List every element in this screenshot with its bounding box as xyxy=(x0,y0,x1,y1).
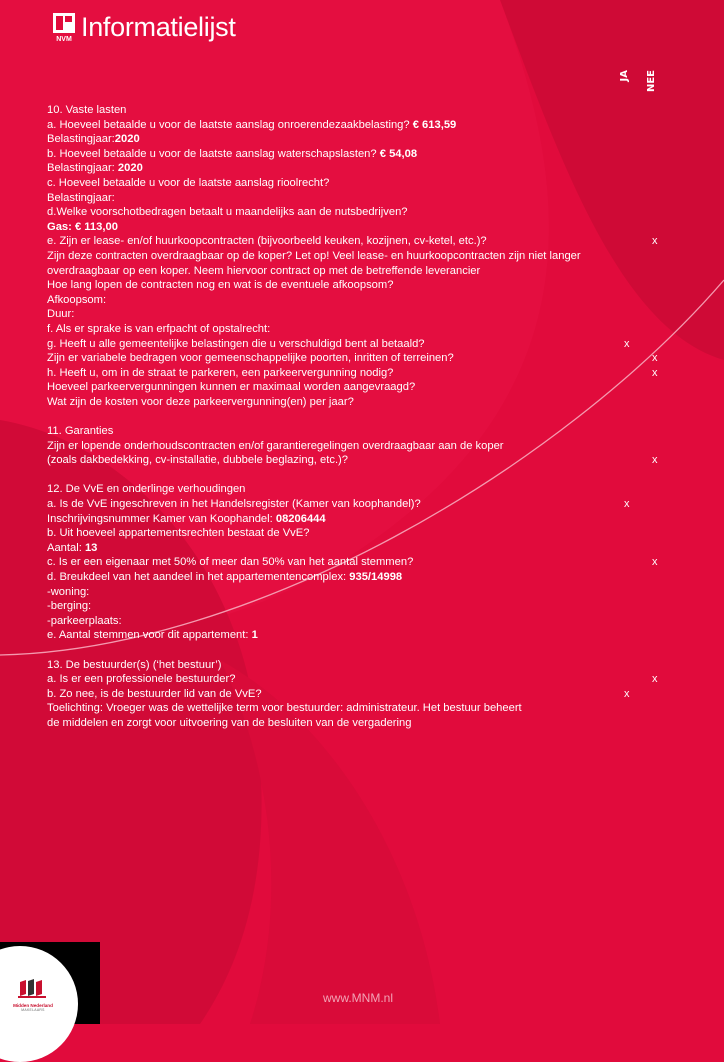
list-line xyxy=(47,716,687,731)
line-text: d.Welke voorschotbedragen betaalt u maandelijks aan de nutsbedrijven? xyxy=(47,206,408,219)
line-text: Wat zijn de kosten voor deze parkeervergunning(en) per jaar? xyxy=(47,395,354,408)
list-line xyxy=(47,191,687,206)
line-text: 13. De bestuurder(s) (‘het bestuur’) xyxy=(47,658,222,671)
line-text: Belastingjaar: xyxy=(47,191,115,204)
list-line xyxy=(47,424,687,439)
list-line xyxy=(47,687,687,702)
line-value: 2020 xyxy=(117,162,143,175)
list-line xyxy=(47,132,687,147)
list-line xyxy=(47,395,687,410)
list-line xyxy=(47,570,687,585)
nvm-logo-text: NVM xyxy=(56,35,72,43)
nee-mark: x xyxy=(652,366,658,379)
footer-url[interactable]: www.MNM.nl xyxy=(323,991,394,1005)
list-line xyxy=(47,205,687,220)
list-line xyxy=(47,526,687,541)
list-line xyxy=(47,366,687,381)
ja-mark: x xyxy=(624,337,630,350)
line-value: 13 xyxy=(84,541,98,554)
line-text: b. Uit hoeveel appartementsrechten bestaat de VvE? xyxy=(47,527,310,540)
nee-mark: x xyxy=(652,454,658,467)
column-header-nee: NEE xyxy=(646,70,657,93)
line-text: Hoeveel parkeervergunningen kunnen er maximaal worden aangevraagd? xyxy=(47,381,416,394)
line-text: f. Als er sprake is van erfpacht of opstalrecht: xyxy=(47,322,271,335)
ja-mark: x xyxy=(624,687,630,700)
line-text: a. Is er een professionele bestuurder? xyxy=(47,673,236,686)
line-text: -woning: xyxy=(47,585,90,598)
line-text: Zijn er variabele bedragen voor gemeenschappelijke poorten, inritten of terreinen? xyxy=(47,352,454,365)
line-text: -parkeerplaats: xyxy=(47,614,122,627)
line-text: Aantal: xyxy=(47,541,85,554)
list-line xyxy=(47,234,687,249)
line-text: 11. Garanties xyxy=(47,425,114,438)
section-gap xyxy=(47,409,687,424)
line-value: 08206444 xyxy=(275,512,326,525)
line-text: e. Aantal stemmen voor dit appartement: xyxy=(47,629,252,642)
line-text: d. Breukdeel van het aandeel in het appartementencomplex: xyxy=(47,571,350,583)
list-line xyxy=(47,585,687,600)
column-header-ja: JA xyxy=(619,70,630,82)
mnm-brand-sub: MAKELAARS xyxy=(21,1008,45,1012)
line-text: Toelichting: Vroeger was de wettelijke term voor bestuurder: administrateur. Het bestuur beheert xyxy=(47,702,522,715)
list-line xyxy=(47,512,687,527)
list-line xyxy=(47,264,687,279)
nee-mark: x xyxy=(652,556,658,569)
line-value: 935/14998 xyxy=(349,571,403,583)
line-text: de middelen en zorgt voor uitvoering van de besluiten van de vergadering xyxy=(47,716,412,729)
line-text: Zijn er lopende onderhoudscontracten en/of garantieregelingen overdraagbaar aan de koper xyxy=(47,439,504,452)
list-line xyxy=(47,628,687,643)
list-line xyxy=(47,351,687,366)
line-text: Inschrijvingsnummer Kamer van Koophandel: xyxy=(47,512,276,525)
list-line xyxy=(47,103,687,118)
list-line xyxy=(47,380,687,395)
line-text: Belastingjaar: xyxy=(47,162,118,175)
line-value: € 613,59 xyxy=(412,118,457,131)
line-text: overdraagbaar op een koper. Neem hiervoor contract op met de betreffende leverancier xyxy=(47,264,481,277)
list-line xyxy=(47,701,687,716)
line-text: Zijn deze contracten overdraagbaar op de koper? Let op! Veel lease- en huurkoopcontracten zijn niet langer xyxy=(47,249,581,262)
nee-mark: x xyxy=(652,673,658,686)
list-line xyxy=(47,599,687,614)
list-line xyxy=(47,497,687,512)
list-line xyxy=(47,293,687,308)
list-line xyxy=(47,220,687,235)
line-text: h. Heeft u, om in de straat te parkeren, een parkeervergunning nodig? xyxy=(47,366,394,379)
list-line xyxy=(47,672,687,687)
list-line xyxy=(47,176,687,191)
line-text: a. Hoeveel betaalde u voor de laatste aanslag onroerendezaakbelasting? xyxy=(47,118,413,131)
line-text: b. Hoeveel betaalde u voor de laatste aanslag waterschapslasten? xyxy=(47,147,380,160)
nee-mark: x xyxy=(652,352,658,365)
information-list xyxy=(47,103,687,731)
list-line xyxy=(47,541,687,556)
nvm-logo-icon xyxy=(53,13,75,43)
line-text: c. Hoeveel betaalde u voor de laatste aanslag rioolrecht? xyxy=(47,176,330,189)
list-line xyxy=(47,453,687,468)
list-line xyxy=(47,278,687,293)
section-gap xyxy=(47,468,687,483)
line-text: a. Is de VvE ingeschreven in het Handelsregister (Kamer van koophandel)? xyxy=(47,498,421,511)
list-line xyxy=(47,249,687,264)
list-line xyxy=(47,161,687,176)
page-header xyxy=(53,12,236,43)
list-line xyxy=(47,658,687,673)
section-gap xyxy=(47,643,687,658)
mnm-logo-icon xyxy=(18,978,48,998)
line-text: Duur: xyxy=(47,308,75,321)
mnm-brand-name: Midden Nederland xyxy=(13,1003,53,1008)
list-line xyxy=(47,322,687,337)
line-value: 1 xyxy=(251,629,258,642)
line-text: g. Heeft u alle gemeentelijke belastingen die u verschuldigd bent al betaald? xyxy=(47,337,425,350)
line-text: Afkoopsom: xyxy=(47,293,107,306)
list-line xyxy=(47,439,687,454)
list-line xyxy=(47,555,687,570)
line-text: e. Zijn er lease- en/of huurkoopcontracten (bijvoorbeeld keuken, kozijnen, cv-ketel, etc.)? xyxy=(47,235,487,248)
nee-mark: x xyxy=(652,235,658,248)
line-text: -berging: xyxy=(47,600,92,613)
page-title: Informatielijst xyxy=(81,12,236,42)
list-line xyxy=(47,482,687,497)
line-value: € 54,08 xyxy=(379,147,418,160)
line-text: 10. Vaste lasten xyxy=(47,104,127,116)
ja-mark: x xyxy=(624,498,630,511)
list-line xyxy=(47,118,687,133)
list-line xyxy=(47,337,687,352)
line-text: b. Zo nee, is de bestuurder lid van de VvE? xyxy=(47,687,262,700)
line-text: Hoe lang lopen de contracten nog en wat is de eventuele afkoopsom? xyxy=(47,279,394,292)
line-text: (zoals dakbedekking, cv-installatie, dubbele beglazing, etc.)? xyxy=(47,454,348,467)
line-value: 2020 xyxy=(114,133,140,146)
line-value: Gas: € 113,00 xyxy=(47,220,118,233)
line-text: 12. De VvE en onderlinge verhoudingen xyxy=(47,483,246,496)
list-line xyxy=(47,614,687,629)
list-line xyxy=(47,147,687,162)
mnm-logo xyxy=(10,978,56,1012)
line-text: c. Is er een eigenaar met 50% of meer dan 50% van het aantal stemmen? xyxy=(47,556,414,569)
line-text: Belastingjaar: xyxy=(47,133,115,146)
list-line xyxy=(47,307,687,322)
